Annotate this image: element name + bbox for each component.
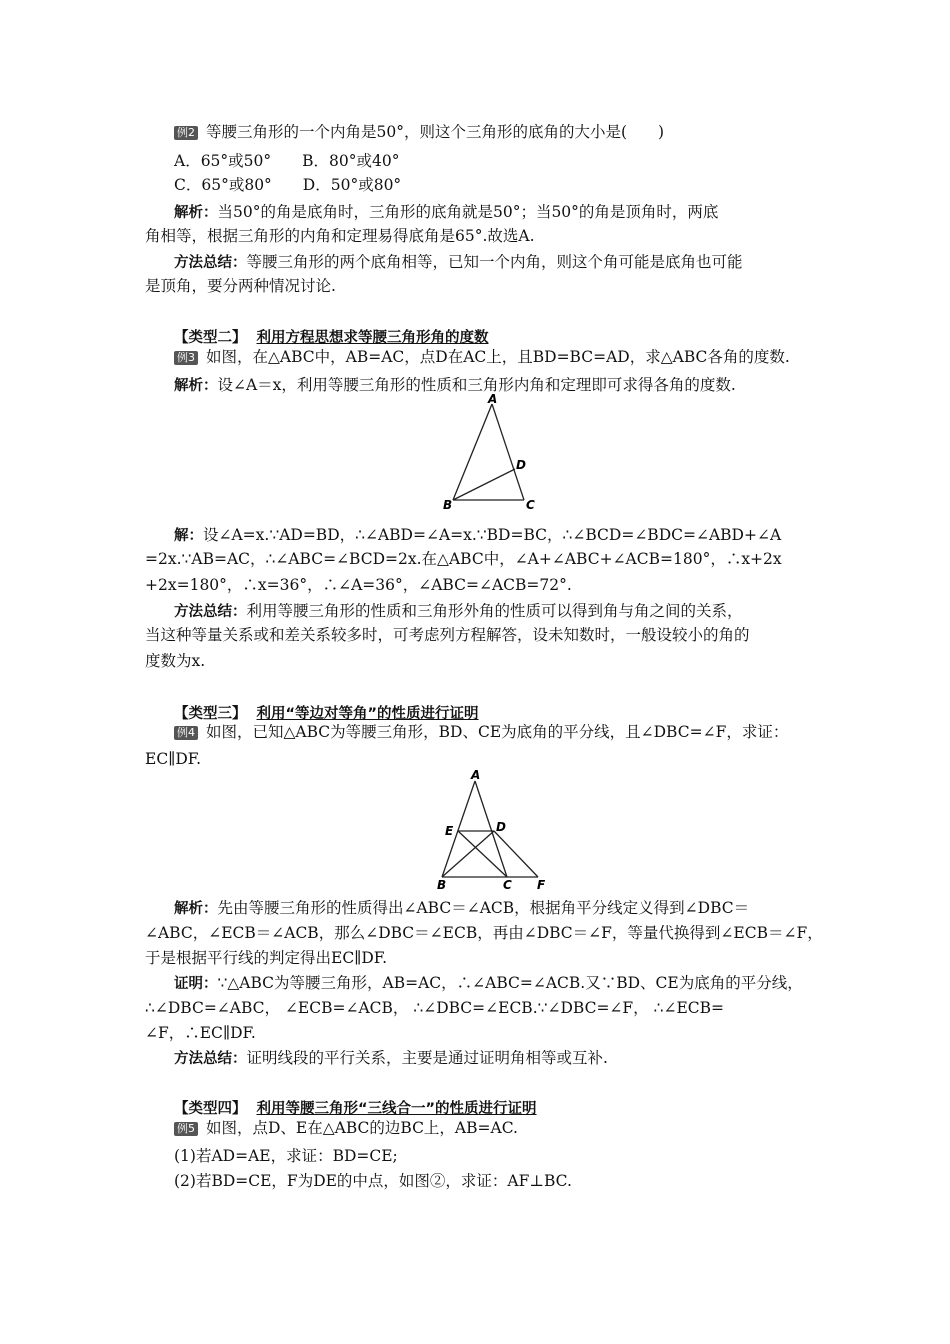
example2-option-ab: A．65°或50° B．80°或40° — [174, 152, 400, 170]
label-e: E — [445, 824, 454, 838]
example2-analysis-text1: 当50°的角是底角时，三角形的底角就是50°；当50°的角是顶角时，两底 — [217, 203, 719, 221]
example3-summary-text1: 利用等腰三角形的性质和三角形外角的性质可以得到角与角之间的关系， — [246, 602, 743, 620]
example3-solution-line2: =2x.∵AB=AC，∴∠ABC=∠BCD=2x.在△ABC中，∠A+∠ABC+∠ACB=180°，∴x+2x — [145, 550, 782, 568]
example2-question: 等腰三角形的一个内角是50°，则这个三角形的底角的大小是( ) — [206, 123, 665, 141]
example4-summary-text: 证明线段的平行关系，主要是通过证明角相等或互补. — [246, 1049, 608, 1067]
section-title: 利用等腰三角形“三线合一”的性质进行证明 — [256, 1101, 537, 1117]
label-d: D — [496, 820, 506, 834]
summary-label: 方法总结： — [174, 1051, 247, 1067]
segment-bd — [453, 469, 515, 500]
solution-label: 解： — [174, 528, 203, 544]
example2-summary-text1: 等腰三角形的两个底角相等，已知一个内角，则这个角可能是底角也可能 — [246, 253, 743, 271]
example2-summary-line1 — [174, 251, 844, 274]
summary-label: 方法总结： — [174, 604, 247, 620]
example3-analysis-text: 设∠A＝x，利用等腰三角形的性质和三角形内角和定理即可求得各角的度数. — [217, 376, 736, 394]
analysis-label: 解析： — [174, 901, 218, 917]
example4-summary-line — [174, 1047, 844, 1070]
analysis-label: 解析： — [174, 378, 218, 394]
example2-option-cd: C．65°或80° D．50°或80° — [174, 176, 402, 194]
example4-analysis-line1 — [174, 897, 844, 920]
example5-question-line — [174, 1117, 844, 1139]
example4-question-line2: EC∥DF. — [145, 750, 202, 768]
section-heading-type4 — [174, 1099, 537, 1119]
example4-analysis-line3: 于是根据平行线的判定得出EC∥DF. — [145, 949, 388, 967]
example-badge: 例4 — [174, 726, 198, 740]
section-title: 利用方程思想求等腰三角形角的度数 — [256, 330, 489, 346]
example5-question: 如图，点D、E在△ABC的边BC上，AB=AC. — [206, 1119, 518, 1137]
label-a: A — [471, 768, 481, 782]
example3-summary-line3: 度数为x. — [145, 652, 206, 670]
label-b: B — [443, 498, 453, 512]
label-f: F — [537, 878, 546, 892]
triangle-figure-abc — [440, 392, 550, 514]
example2-summary-line2: 是顶角，要分两种情况讨论. — [145, 277, 336, 295]
example2-question-line — [174, 121, 844, 143]
example4-analysis-text1: 先由等腰三角形的性质得出∠ABC＝∠ACB，根据角平分线定义得到∠DBC＝ — [217, 899, 750, 917]
section-label: 【类型三】 — [174, 706, 247, 722]
label-a: A — [488, 392, 498, 406]
example-badge: 例5 — [174, 1122, 198, 1136]
example4-question-text1: 如图，已知△ABC为等腰三角形，BD、CE为底角的平分线，且∠DBC=∠F，求证： — [206, 723, 789, 741]
example5-part2: (2)若BD=CE，F为DE的中点，如图②，求证：AF⊥BC. — [174, 1172, 572, 1190]
example-badge: 例3 — [174, 351, 198, 365]
example3-solution-line1 — [174, 524, 844, 547]
label-d: D — [516, 458, 526, 472]
summary-label: 方法总结： — [174, 255, 247, 271]
triangle-figure-abcdef — [430, 765, 560, 893]
example3-solution-line3: +2x=180°，∴x=36°，∴∠A=36°，∠ABC=∠ACB=72°. — [145, 576, 572, 594]
label-c: C — [503, 878, 512, 892]
example5-part1: (1)若AD=AE，求证：BD=CE; — [174, 1147, 398, 1165]
segment-ab — [453, 404, 492, 500]
example3-solution-text1: 设∠A=x.∵AD=BD，∴∠ABD=∠A=x.∵BD=BC，∴∠BCD=∠BDC=∠ABD+∠A — [203, 526, 782, 544]
example4-proof-line1 — [174, 972, 844, 995]
example3-question: 如图，在△ABC中，AB=AC，点D在AC上，且BD=BC=AD，求△ABC各角的度数. — [206, 348, 790, 366]
example4-proof-text1: ∵△ABC为等腰三角形，AB=AC，∴∠ABC=∠ACB.又∵BD、CE为底角的平分线， — [217, 974, 803, 992]
example2-analysis-line2: 角相等，根据三角形的内角和定理易得底角是65°.故选A. — [145, 227, 535, 245]
segment-ac — [492, 404, 524, 500]
example3-summary-line2: 当这种等量关系或和差关系较多时，可考虑列方程解答，设未知数时，一般设较小的角的 — [145, 626, 750, 644]
label-b: B — [437, 878, 447, 892]
segment-df — [494, 831, 538, 877]
example4-proof-line3: ∠F，∴EC∥DF. — [145, 1024, 256, 1042]
label-c: C — [526, 498, 535, 512]
proof-label: 证明： — [174, 976, 218, 992]
section-label: 【类型二】 — [174, 330, 247, 346]
example2-analysis-line1 — [174, 201, 844, 224]
section-label: 【类型四】 — [174, 1101, 247, 1117]
example4-question-line1 — [174, 721, 844, 743]
section-title: 利用“等边对等角”的性质进行证明 — [256, 706, 479, 722]
analysis-label: 解析： — [174, 205, 218, 221]
example3-summary-line1 — [174, 600, 844, 623]
example-badge: 例2 — [174, 126, 198, 140]
example4-analysis-line2: ∠ABC，∠ECB＝∠ACB，那么∠DBC＝∠ECB，再由∠DBC＝∠F，等量代换得到∠ECB＝∠F， — [145, 924, 823, 942]
example3-question-line — [174, 346, 844, 368]
section-heading-type2 — [174, 328, 489, 348]
example4-proof-line2: ∴∠DBC=∠ABC， ∠ECB=∠ACB， ∴∠DBC=∠ECB.∵∠DBC=∠F， ∴∠ECB= — [145, 999, 724, 1017]
